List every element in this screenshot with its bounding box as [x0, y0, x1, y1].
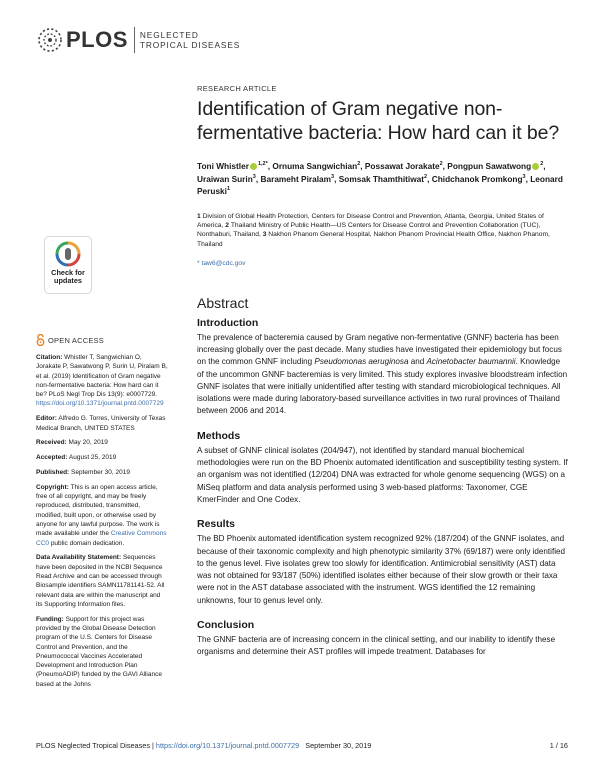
received-label: Received: [36, 439, 67, 447]
affiliation-text: Division of Global Health Protection, Centers for Disease Control and Prevention, Atlanta, Georgia, United States of America, [197, 213, 544, 230]
cc0-link[interactable]: Creative Commons CC0 [36, 530, 167, 547]
open-access-row [36, 334, 168, 346]
methods-text: A subset of GNNF clinical isolates (204/947), not identified by standard manual biochemical methodologies were run on the BD Phoenix automated identification and susceptibility testing system. If an organism was not identified (12/204) DNA was extracted for whole genome sequencing (WGS) on a MiSeq platform and data analysis performed using 3 web-based platforms: Taxonomer, CGE KmerFinder and One Codex. [197, 445, 568, 504]
received-block [36, 438, 168, 447]
journal-name [140, 30, 240, 50]
copyright-block [36, 483, 168, 548]
intro-and: and [408, 357, 427, 367]
author[interactable] [339, 174, 427, 184]
copyright-label: Copyright: [36, 483, 69, 491]
check-badge-text [51, 269, 85, 285]
check-badge-line1: Check for [51, 268, 85, 277]
citation-text: Whistler T, Sangwichian O, Jorakate P, Sawatwong P, Surin U, Piralam B, et al. (2019) Identification of Gram negative non-fermentative bacteria: How hard can it be? PLoS Negl Trop Dis 13(9): e0007729. [36, 354, 168, 399]
published-label: Published: [36, 468, 70, 476]
corresponding-email[interactable]: * taw6@cdc.gov [197, 259, 246, 267]
intro-text-part1: The prevalence of bacteremia caused by Gram negative non-fermentative (GNNF) bacteria has been increasing globally over the past decade. Many studies have investigated their epidemiology but focus on the common GNNF including [197, 332, 562, 367]
footer-date: September 30, 2019 [305, 741, 372, 750]
author[interactable] [197, 174, 256, 184]
received-date: May 20, 2019 [68, 439, 108, 447]
author-list [197, 159, 569, 197]
accepted-date: August 25, 2019 [68, 454, 117, 462]
author[interactable] [272, 161, 360, 171]
article-title: Identification of Gram negative non-fermentative bacteria: How hard can it be? [197, 98, 560, 144]
author[interactable] [432, 174, 526, 184]
conclusion-text: The GNNF bacteria are of increasing concern in the clinical setting, and our inability to identify these organisms and determine their AST profiles will impede treatment. Databases for [197, 635, 556, 657]
author-separator: , [543, 160, 546, 171]
conclusion-heading: Conclusion [197, 619, 255, 632]
author-separator: , [334, 173, 339, 184]
species-acinetobacter: Acinetobacter baumannii [426, 357, 516, 367]
update-badge-icon [55, 241, 81, 267]
check-badge-line2: updates [54, 276, 82, 285]
author-affiliation-ref: 2 [540, 161, 544, 167]
author[interactable] [197, 161, 268, 171]
funding-label: Funding: [36, 615, 64, 623]
accepted-block [36, 453, 168, 462]
footer-citation [36, 741, 371, 750]
introduction-text [197, 332, 569, 418]
author-separator: , [442, 160, 448, 171]
author-separator: , [427, 173, 432, 184]
open-lock-icon [36, 334, 45, 346]
abstract-heading: Abstract [197, 294, 249, 311]
affiliations [197, 212, 569, 248]
author-affiliation-ref: 3 [331, 173, 335, 180]
footer-doi-link[interactable]: https://doi.org/10.1371/journal.pntd.0007729 [155, 741, 300, 750]
data-availability-text: Sequences have been deposited in the NCBI Sequence Read Archive and can be accessed through Biosample identifiers SAMN11781141-52. All relevant data are within the manuscript and its Supporting Information files. [36, 554, 165, 608]
author-affiliation-ref: 3 [522, 173, 526, 180]
editor-text: Alfredo G. Torres, University of Texas Medical Branch, UNITED STATES [36, 415, 166, 432]
page-footer [36, 741, 568, 750]
results-text: The BD Phoenix automated identification system recognized 92% (187/204) of the GNNF isolates, and because of their taxonomic complexity and high phenotypic similarity 37% (69/187) were only identified to the genus level. Five isolates grew too slowly for identification. Antimicrobial sensitivity (AST) data was not obtained for 93/187 (50%) identified isolates either because of their slow growth or their taxa were not in the AST database associated with the instrument. WGS identified the 12 remaining unknowns, four to genus level only. [197, 534, 566, 605]
author-name: Uraiwan Surin [197, 173, 253, 184]
article-sidebar [36, 236, 168, 695]
author-name: Toni Whistler [197, 160, 249, 171]
footer-journal: PLOS Neglected Tropical Diseases | [36, 741, 156, 750]
author-name: Somsak Thamthitiwat [338, 173, 425, 184]
affiliation-number: 2 [225, 222, 231, 230]
editor-block [36, 414, 168, 433]
author-affiliation-ref: 1,2* [257, 161, 268, 167]
methods-section [197, 430, 569, 506]
logo-divider [134, 27, 135, 53]
data-availability-label: Data Availability Statement: [36, 554, 122, 562]
copyright-end: public domain dedication. [49, 539, 125, 547]
affiliation-number: 1 [197, 213, 203, 221]
author-separator: , [267, 160, 273, 171]
citation-block [36, 353, 168, 409]
published-block [36, 468, 168, 477]
citation-label: Citation: [36, 354, 63, 361]
journal-logo [36, 25, 240, 55]
article-metadata [36, 353, 168, 689]
check-for-updates-badge[interactable] [44, 236, 92, 294]
introduction-section [197, 317, 569, 418]
intro-text-part2: . Knowledge of the uncommon GNNF bacteremias is very limited. This study explores invasive bloodstream infection GNNF isolates that were initially unidentified after testing with standard microbiological techniques. All isolations were made during laboratory-based surveillance activities in two rural provinces of Thailand between 2006 and 2014. [197, 357, 568, 416]
author-separator: , [255, 173, 261, 184]
editor-label: Editor: [36, 415, 57, 423]
author-affiliation-ref: 2 [424, 173, 428, 180]
journal-name-line2: TROPICAL DISEASES [139, 40, 241, 50]
data-availability-block [36, 553, 168, 609]
author-name: Leonard Peruski [197, 173, 563, 197]
article-main [197, 84, 569, 659]
author[interactable] [260, 174, 334, 184]
conclusion-section [197, 619, 569, 659]
author-affiliation-ref: 3 [252, 173, 256, 180]
author-name: Pongpun Sawatwong [447, 160, 532, 171]
author-name: Ornuma Sangwichian [272, 160, 358, 171]
orcid-icon[interactable] [250, 163, 257, 170]
plos-logo-icon [36, 26, 64, 54]
published-date: September 30, 2019 [71, 468, 130, 476]
author-affiliation-ref: 2 [357, 161, 361, 167]
methods-heading: Methods [197, 429, 241, 442]
results-heading: Results [197, 518, 235, 531]
affiliation-text: Thailand Ministry of Public Health—US Centers for Disease Control and Prevention Collaboration (TUC), Nonthaburi, Thailand, [197, 222, 541, 239]
author-name: Possawat Jorakate [364, 160, 440, 171]
journal-name-line1: NEGLECTED [139, 30, 199, 40]
brand-name: PLOS [66, 27, 128, 52]
funding-text: Support for this project was provided by the Global Disease Detection program of the U.S. Centers for Disease Control and Prevention, and the Pneumococcal Vaccines Accelerated Development and Introduction Plan (PneumoADIP) funded by the GAVI Alliance based at the Johns [36, 615, 162, 688]
author[interactable] [365, 161, 443, 171]
species-pseudomonas: Pseudomonas aeruginosa [314, 357, 409, 367]
open-access-label: OPEN ACCESS [48, 335, 104, 345]
funding-block [36, 615, 168, 689]
author[interactable] [447, 160, 546, 171]
page-number: 1 / 16 [549, 741, 568, 750]
accepted-label: Accepted: [36, 454, 68, 462]
author-separator: , [525, 173, 531, 184]
author-separator: , [360, 160, 365, 171]
results-section [197, 518, 569, 607]
article-type: RESEARCH ARTICLE [197, 84, 277, 93]
affiliation-number: 3 [262, 231, 269, 239]
orcid-icon[interactable] [532, 163, 539, 170]
author-name: Barameht Piralam [260, 173, 332, 184]
author-name: Chidchanok Promkong [431, 173, 523, 184]
citation-doi-link[interactable]: https://doi.org/10.1371/journal.pntd.0007729 [36, 400, 164, 408]
affiliation-text: Nakhon Phanom General Hospital, Nakhon Phanom Provincial Health Office, Nakhon Phanom, Thailand [197, 231, 550, 248]
author-affiliation-ref: 1 [226, 186, 231, 193]
copyright-text: This is an open access article, free of all copyright, and may be freely reproduced, distributed, transmitted, modified, built upon, or otherwise used by anyone for any lawful purpose. The work is made available under the [36, 483, 160, 538]
introduction-heading: Introduction [197, 316, 259, 329]
author-affiliation-ref: 2 [439, 161, 443, 167]
